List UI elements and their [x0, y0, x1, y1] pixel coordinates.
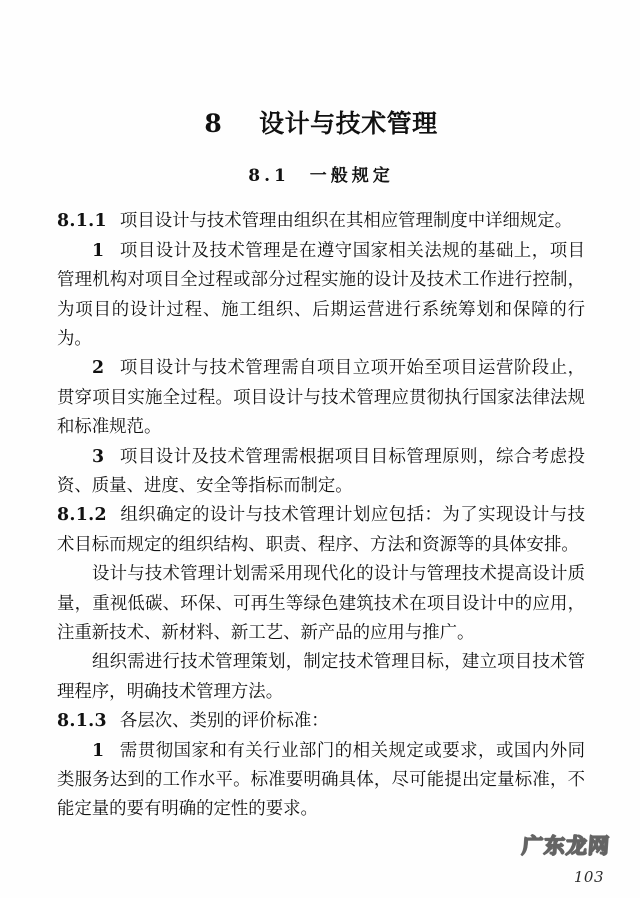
page-content — [57, 0, 585, 825]
paragraph-label: 8.1.3 — [57, 711, 107, 732]
paragraph-label: 1 — [92, 240, 105, 261]
paragraph-label: 8.1.1 — [57, 211, 107, 232]
paragraph-label: 3 — [92, 446, 105, 467]
paragraph-8-1-1 — [57, 207, 585, 236]
paragraph-plain-2 — [57, 648, 585, 707]
paragraph-8-1-3 — [57, 707, 585, 736]
paragraph-text: 各层次、类别的评价标准： — [119, 711, 329, 732]
section-heading: 8.1 一般规定 — [248, 166, 394, 187]
paragraph-text: 项目设计与技术管理由组织在其相应管理制度中详细规定。 — [119, 211, 573, 232]
paragraph-item-2 — [57, 354, 585, 442]
paragraph-plain-1 — [57, 560, 585, 648]
paragraph-item-3 — [57, 443, 585, 502]
paragraph-label: 2 — [92, 358, 105, 379]
paragraph-text: 项目设计及技术管理是在遵守国家相关法规的基础上，项目管理机构对项目全过程或部分过程实施的设计及技术工作进行控制，为项目的设计过程、施工组织、后期运营进行系统筹划和保障的行为。 — [57, 240, 585, 349]
paragraph-text: 组织需进行技术管理策划，制定技术管理目标，建立项目技术管理程序，明确技术管理方法。 — [57, 652, 585, 702]
paragraph-text: 项目设计与技术管理需自项目立项开始至项目运营阶段止，贯穿项目实施全过程。项目设计与技术管理应贯彻执行国家法律法规和标准规范。 — [57, 358, 585, 438]
paragraph-text: 组织确定的设计与技术管理计划应包括：为了实现设计与技术目标而规定的组织结构、职责、程序、方法和资源等的具体安排。 — [57, 505, 585, 555]
paragraph-text: 项目设计及技术管理需根据项目目标管理原则，综合考虑投资、质量、进度、安全等指标而制定。 — [57, 446, 585, 496]
paragraph-8-1-2 — [57, 501, 585, 560]
paragraph-label: 8.1.2 — [57, 505, 107, 526]
body-text — [57, 187, 585, 825]
chapter-title: 8 设计与技术管理 — [204, 109, 438, 138]
page-number: 103 — [573, 868, 604, 886]
paragraph-text: 需贯彻国家和有关行业部门的相关规定或要求，或国内外同类服务达到的工作水平。标准要明确具体，尽可能提出定量标准，不能定量的要有明确的定性的要求。 — [57, 740, 585, 820]
paragraph-label: 1 — [92, 740, 105, 761]
paragraph-text: 设计与技术管理计划需采用现代化的设计与管理技术提高设计质量，重视低碳、环保、可再生等绿色建筑技术在项目设计中的应用，注重新技术、新材料、新工艺、新产品的应用与推广。 — [57, 564, 585, 644]
site-watermark: 广东龙网 — [521, 834, 611, 858]
paragraph-item-1 — [57, 237, 585, 355]
paragraph-item-4 — [57, 737, 585, 825]
